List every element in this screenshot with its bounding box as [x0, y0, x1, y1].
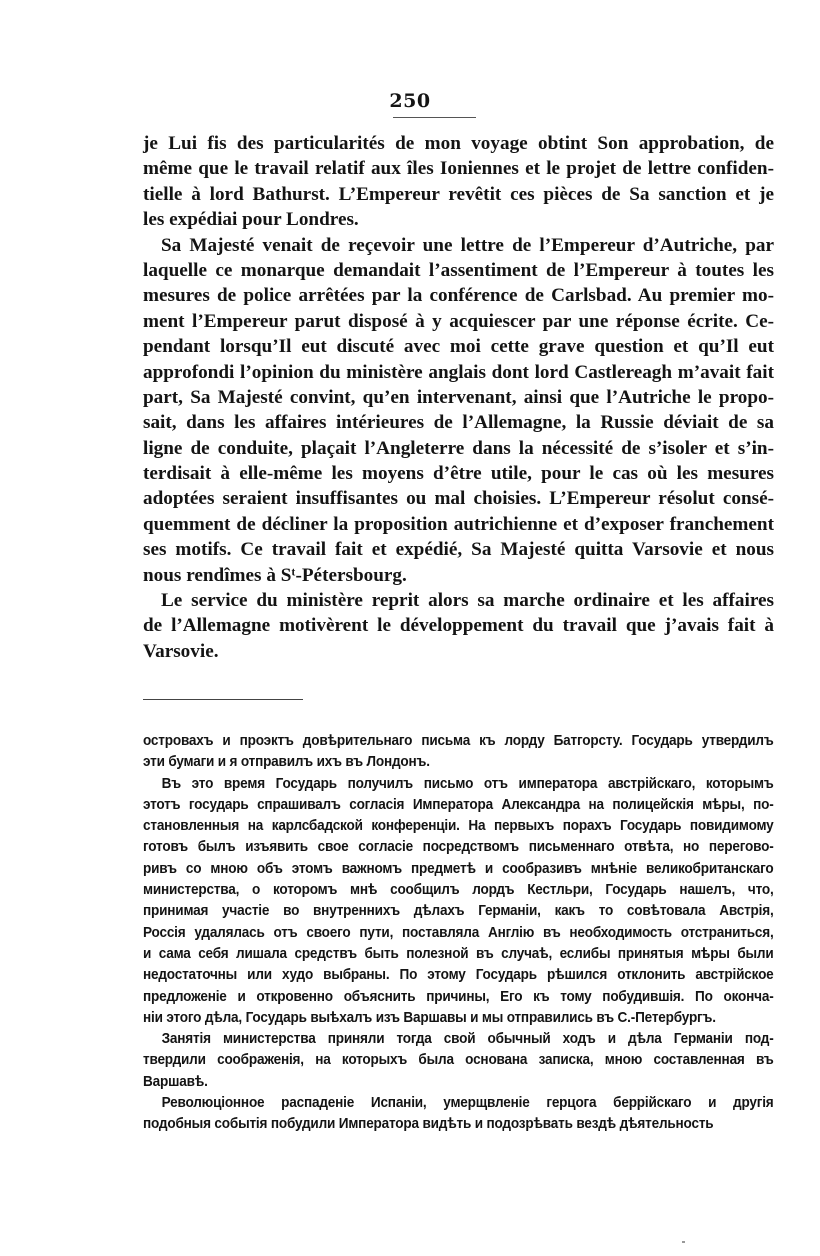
- paragraph: [143, 131, 774, 233]
- text-line: готовъ былъ изъявить свое согласіе посредствомъ письменнаго отвѣта, но перегово-: [143, 839, 774, 856]
- text-line: je Lui fis des particularités de mon voyage obtint Son approbation, de: [143, 133, 774, 154]
- footnote-paragraph: [143, 1093, 774, 1136]
- text-line: ment l’Empereur parut disposé à y acquiescer par une réponse écrite. Ce-: [143, 310, 774, 332]
- text-line: островахъ и проэктъ довѣрительнаго письма къ лорду Батгорсту. Государь утвердилъ: [143, 733, 774, 749]
- text-line: министерства, о которомъ мнѣ сообщилъ лордъ Кестльри, Государь нашелъ, что,: [143, 882, 774, 899]
- text-line: Занятія министерства приняли тогда свой обычный ходъ и дѣла Германіи под-: [161, 1031, 774, 1048]
- text-line: mesures de police arrêtées par la conférence de Carlsbad. Au premier mo-: [143, 285, 774, 307]
- text-line: terdisait à elle-même les moyens d’être utile, pour le cas où les mesures: [143, 463, 774, 485]
- text-line: de l’Allemagne motivèrent le développement du travail que j’avais fait à: [143, 615, 774, 637]
- text-line: твердили соображенія, на которыхъ была основана записка, мною составленная въ: [143, 1052, 774, 1069]
- text-line: sait, dans les affaires intérieures de l’Allemagne, la Russie déviait de sa: [143, 412, 774, 434]
- text-line: Варшавѣ.: [143, 1073, 208, 1090]
- footnote-translation: [143, 731, 774, 1136]
- text-line: ligne de conduite, plaçait l’Angleterre dans la nécessité de s’isoler et s’in-: [143, 437, 774, 459]
- main-text: [143, 131, 774, 664]
- text-line: эти бумаги и я отправилъ ихъ въ Лондонъ.: [143, 754, 430, 771]
- text-line: Le service du ministère reprit alors sa marche ordinaire et les affaires: [161, 590, 774, 612]
- text-line: tielle à lord Bathurst. L’Empereur revêtit ces pièces de Sa sanction et je: [143, 183, 774, 205]
- text-line: этотъ государь спрашивалъ согласія Императора Александра на полицейскія мѣры, по-: [143, 796, 774, 813]
- text-line: становленныя на карлсбадской конференціи. На первыхъ порахъ Государь повидимому: [143, 818, 774, 835]
- footnote-paragraph: [143, 731, 774, 774]
- text-line: недостаточны или худо выбраны. По этому Государь рѣшился отклонить австрійское: [143, 967, 774, 984]
- text-line: adoptées seraient insuffisantes ou mal choisies. L’Empereur résolut consé-: [143, 488, 774, 510]
- text-line: предложеніе и откровенно объяснить причины, Его къ тому побудившія. По оконча-: [143, 988, 774, 1005]
- footnote-separator: [143, 699, 303, 700]
- paragraph: [143, 588, 774, 664]
- text-line: part, Sa Majesté convint, qu’en intervenant, ainsi que l’Autriche le propo-: [143, 386, 774, 408]
- text-line: même que le travail relatif aux îles Ioniennes et le projet de lettre confiden-: [143, 158, 774, 180]
- text-line: Революціонное распаденіе Испаніи, умерщвленіе герцога беррійскаго и другія: [161, 1095, 774, 1112]
- text-line: Россія удалялась отъ своего пути, поставляла Англію въ необходимость отстраниться,: [143, 924, 774, 941]
- text-line: ніи этого дѣла, Государь выѣхалъ изъ Варшавы и мы отправились въ С.-Петербургъ.: [143, 1009, 716, 1026]
- text-line: и сама себя лишала средствъ быть полезной въ случаѣ, еслибы принятыя мѣры были: [143, 945, 774, 962]
- text-line: Въ это время Государь получилъ письмо отъ императора австрійскаго, которымъ: [161, 775, 774, 792]
- text-line: Varsovie.: [143, 640, 219, 662]
- text-line: принимая участіе во внутреннихъ дѣлахъ Германіи, какъ то совѣтовала Австрія,: [143, 903, 774, 920]
- footnote-paragraph: [143, 774, 774, 1030]
- page-number: 250: [389, 90, 431, 112]
- scan-speck: [682, 1241, 685, 1243]
- text-line: Sa Majesté venait de reçevoir une lettre de l’Empereur d’Autriche, par: [161, 234, 774, 256]
- page-number-rule: [393, 117, 476, 118]
- text-line: ses motifs. Ce travail fait et expédié, Sa Majesté quitta Varsovie et nous: [143, 539, 774, 561]
- text-line: ривъ со мною объ этомъ важномъ предметѣ и сообразивъ мнѣніе великобританскаго: [143, 860, 774, 877]
- footnote-paragraph: [143, 1029, 774, 1093]
- text-line: quemment de décliner la proposition autrichienne et d’exposer franchement: [143, 513, 774, 535]
- text-line: approfondi l’opinion du ministère anglais dont lord Castlereagh m’avait fait: [143, 361, 774, 383]
- text-line: laquelle ce monarque demandait l’assentiment de l’Empereur à toutes les: [143, 259, 774, 281]
- paragraph: [143, 233, 774, 588]
- text-line: nous rendîmes à Sᵗ-Pétersbourg.: [143, 564, 407, 586]
- text-line: les expédiai pour Londres.: [143, 209, 359, 231]
- text-line: pendant lorsqu’Il eut discuté avec moi cette grave question et qu’Il eut: [143, 336, 774, 358]
- text-line: подобныя событія побудили Императора видѣть и подозрѣвать вездѣ дѣятельность: [143, 1116, 714, 1133]
